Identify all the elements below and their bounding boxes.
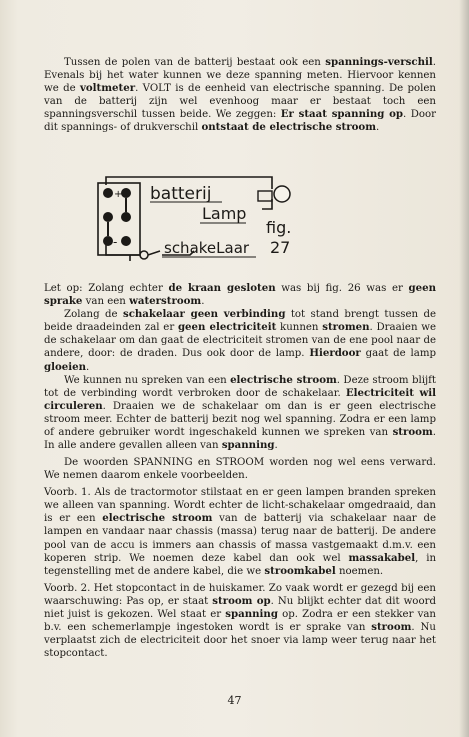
paragraph-stroom: Let op: Zolang echter de kraan gesloten was bij fig. 26 was er geen sprake van een waterstroom. Zolang de schakelaar geen verbinding tot stand brengt tussen de beide draadeinden zal er geen electriciteit kunnen stromen. Draaien we de schakelaar om dan gaat de electriciteit stromen van de ene pool naar de andere, door: de draden. Dus ook door de lamp. Hierdoor gaat de lamp gloeien. We kunnen nu spreken van een electrische stroom. Deze stroom blijft tot de verbinding wordt verbroken door de schakelaar. Electriciteit wil circuleren. Draaien we de schakelaar om dan is er geen electrische stroom meer. Echter de batterij bezit nog wel spanning. Zodra er een lamp of andere gebruiker wordt ingeschakeld kunnen we spreken van stroom. In alle andere gevallen alleen van spanning. xyxy=(44,282,437,452)
label-schakelaar: schakeLaar xyxy=(164,239,250,257)
paragraph-spanning: Tussen de polen van de batterij bestaat ook een spannings-verschil. Evenals bij het water kunnen we deze spanning meten. Hiervoor kennen we de voltmeter. VOLT is de eenheid van electrische spanning. De polen van de batterij zijn wel evenhoog maar er bestaat toch een spanningsverschil tussen beide. We zeggen: Er staat spanning op. Door dit spannings- of drukverschil ontstaat de electrische stroom. xyxy=(44,56,436,134)
label-fig: fig. xyxy=(266,218,292,237)
circuit-figure xyxy=(94,171,334,263)
lamp-bulb-icon xyxy=(274,186,290,202)
page-number: 47 xyxy=(227,694,242,707)
label-fig-number: 27 xyxy=(270,238,291,257)
label-lamp: Lamp xyxy=(202,204,247,223)
switch-icon xyxy=(140,251,148,259)
label-batterij: batterij xyxy=(150,184,212,204)
paragraph-voorbeelden: De woorden SPANNING en STROOM worden nog wel eens verward. We nemen daarom enkele voorbeelden. Voorb. 1. Als de tractormotor stilstaat en er geen lampen branden spreken we alleen van spanning. Wordt echter de licht-schakelaar omgedraaid, dan is er een electrische stroom van de batterij via schakelaar naar de lampen en vandaar naar chassis (massa) terug naar de batterij. De andere pool van de accu is immers aan chassis of massa vastgemaakt d.m.v. een koperen strip. We noemen deze kabel dan ook wel massakabel, in tegenstelling met de andere kabel, die we stroomkabel noemen. Voorb. 2. Het stopcontact in de huiskamer. Zo vaak wordt er gezegd bij een waarschuwing: Pas op, er staat stroom op. Nu blijkt echter dat dit woord niet juist is gekozen. Wel staat er spanning op. Zodra er een stekker van b.v. een schemerlampje ingestoken wordt is er sprake van stroom. Nu verplaatst zich de electriciteit door het snoer via lamp weer terug naar het stopcontact. xyxy=(44,457,437,660)
page-edge-shadow xyxy=(459,0,469,737)
plus-sign: + xyxy=(114,189,123,200)
minus-sign: - xyxy=(113,235,118,249)
lamp-socket xyxy=(258,191,272,201)
